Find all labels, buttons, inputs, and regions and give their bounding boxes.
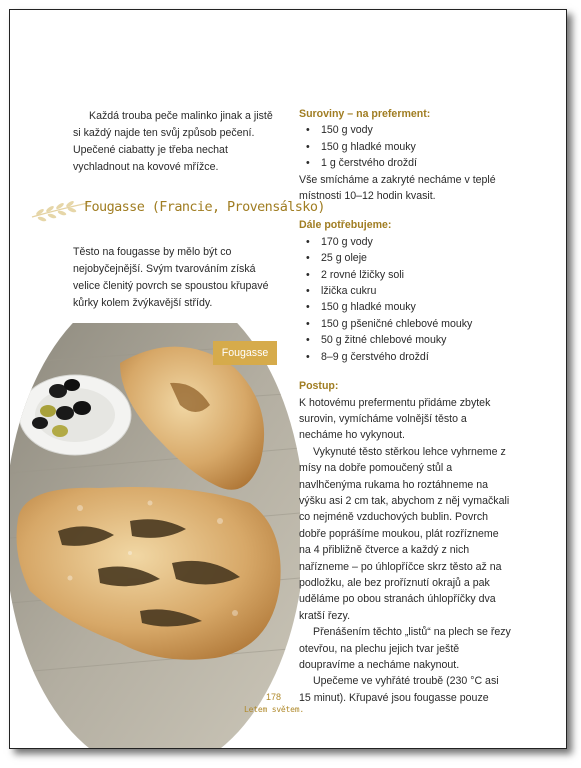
list-item: • 8–9 g čerstvého droždí	[299, 349, 511, 365]
method-title: Postup:	[299, 380, 339, 393]
bullet-dot-icon: •	[306, 285, 310, 298]
list-item: • 1 g čerstvého droždí	[299, 155, 511, 171]
list-item: • lžička cukru	[299, 283, 511, 299]
bullet-dot-icon: •	[306, 317, 310, 330]
list-item: • 150 g vody	[299, 122, 511, 138]
method-paragraph: Vykynuté těsto stěrkou lehce vyhrneme z mísy na dobře pomoučený stůl a navlhčenýma rukama ho roztáhneme na výšku asi 2 cm tak, abychom z něj vymačkali co nejméně vzduchových bublin. Povrch dobře poprášíme moukou, plát rozřízneme na 4 přibližně čtverce a každý z nich nařízneme – po úhlopříčce skrz těsto až na podložku, ale bez proříznutí okrajů a pak uděláme po obou stranách úhlopříčky dva kratší řezy.	[299, 445, 510, 622]
bullet-dot-icon: •	[306, 157, 310, 170]
list-item: • 170 g vody	[299, 234, 511, 250]
intro-paragraph	[73, 108, 278, 176]
extra-list	[299, 234, 511, 365]
recipe-heading	[30, 195, 325, 225]
list-item: • 150 g hladké mouky	[299, 299, 511, 315]
list-item: • 50 g žitné chlebové mouky	[299, 332, 511, 348]
fougasse-photo	[10, 323, 300, 749]
wheat-ornament-icon	[30, 195, 90, 225]
preferment-note: Vše smícháme a zakryté necháme v teplé místnosti 10–12 hodin kvasit.	[299, 173, 496, 203]
method-paragraph: Upečeme ve vyhřáté troubě (230 °C asi 15 minut). Křupavé jsou fougasse pouze	[299, 675, 499, 704]
method-paragraph: Přenášením těchto „listů“ na plech se řezy otevřou, na plechu jejich tvar ještě doupravíme a necháme nakynout.	[299, 626, 511, 671]
bullet-dot-icon: •	[306, 252, 310, 265]
list-item: • 150 g hladké mouky	[299, 139, 511, 155]
bullet-dot-icon: •	[306, 124, 310, 137]
chapter-slogan: Letem světem.	[244, 705, 305, 714]
book-page	[9, 9, 567, 749]
list-item: • 2 rovné lžičky soli	[299, 267, 511, 283]
preferment-list	[299, 122, 511, 171]
recipe-title: Fougasse (Francie, Provensálsko)	[84, 199, 325, 215]
recipe-column	[299, 106, 511, 706]
list-item: • 25 g oleje	[299, 250, 511, 266]
bullet-dot-icon: •	[306, 301, 310, 314]
photo-caption-label: Fougasse	[213, 341, 277, 365]
bullet-dot-icon: •	[306, 268, 310, 281]
bullet-dot-icon: •	[306, 350, 310, 363]
preferment-title: Suroviny – na preferment:	[299, 108, 431, 120]
method-paragraph: K hotovému prefermentu přidáme zbytek surovin, vymícháme volnější těsto a necháme ho vykynout.	[299, 396, 491, 442]
list-item: • 150 g pšeničné chlebové mouky	[299, 316, 511, 332]
page-number: 178	[266, 692, 282, 702]
extra-title: Dále potřebujeme:	[299, 219, 392, 232]
bullet-dot-icon: •	[306, 140, 310, 153]
intro-text: Každá trouba peče malinko jinak a jistě si každý najde ten svůj způsob pečení. Upečené ciabatty je třeba nechat vychladnout na kovové mřížce.	[73, 110, 273, 173]
bullet-dot-icon: •	[306, 235, 310, 248]
bullet-dot-icon: •	[306, 334, 310, 347]
recipe-description: Těsto na fougasse by mělo být co nejobyčejnější. Svým tvarováním získá velice členitý povrch se spoustou křupavé kůrky kolem žvýkavější střídy.	[73, 246, 269, 309]
